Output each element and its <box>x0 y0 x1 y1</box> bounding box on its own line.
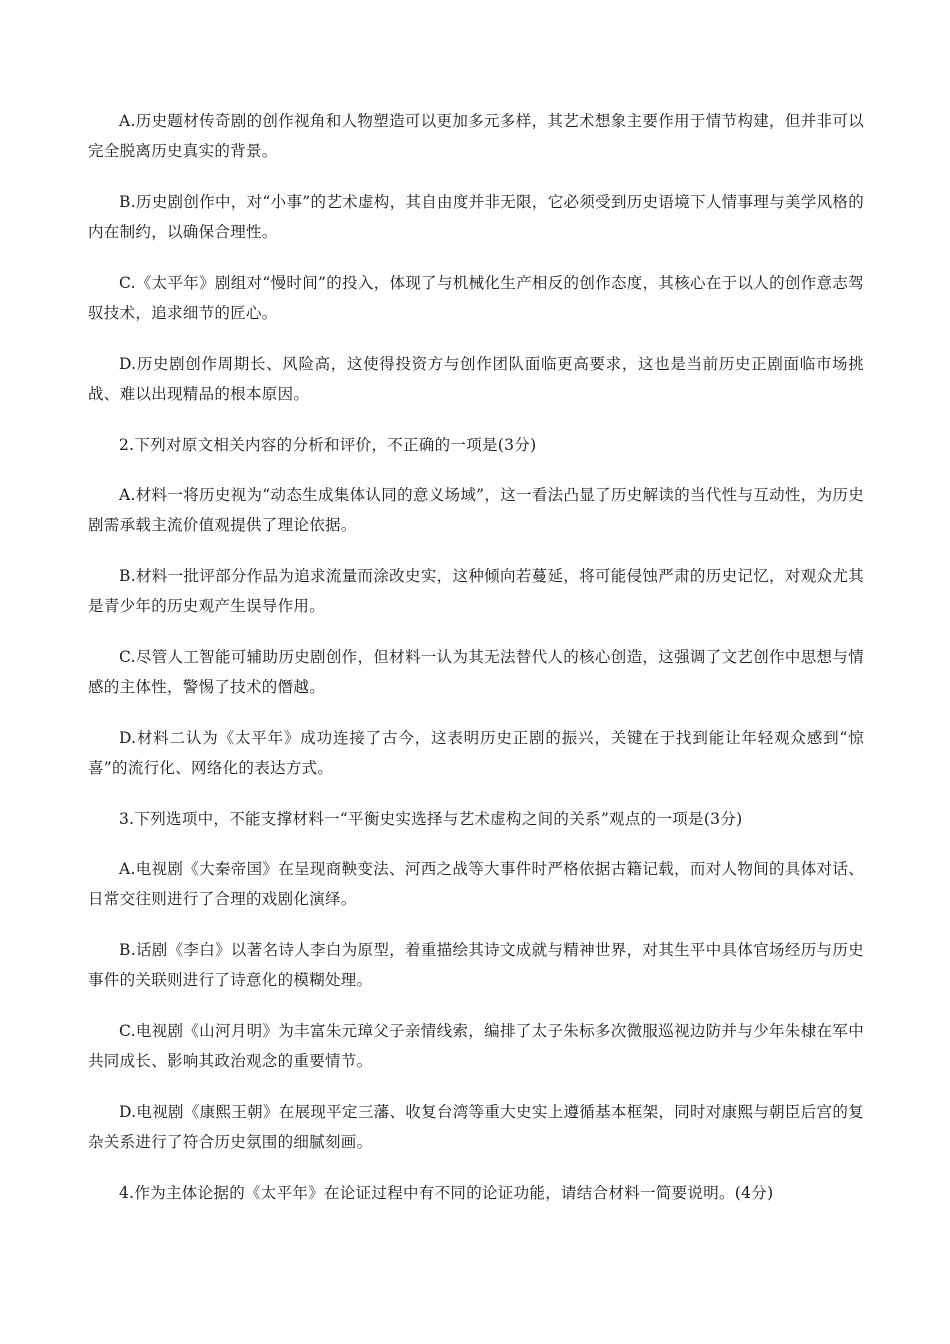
q1-option-d: D.历史剧创作周期长、风险高，这使得投资方与创作团队面临更高要求，这也是当前历史正剧面临市场挑战、难以出现精品的根本原因。 <box>88 355 864 403</box>
q1-option-b: B.历史剧创作中，对“小事”的艺术虚构，其自由度并非无限，它必须受到历史语境下人情事理与美学风格的内在制约，以确保合理性。 <box>88 193 864 241</box>
q2-stem: 2.下列对原文相关内容的分析和评价，不正确的一项是(3分) <box>119 436 537 454</box>
q1-option-a: A.历史题材传奇剧的创作视角和人物塑造可以更加多元多样，其艺术想象主要作用于情节构建，但并非可以完全脱离历史真实的背景。 <box>88 112 864 160</box>
q2-option-b: B.材料一批评部分作品为追求流量而涂改史实，这种倾向若蔓延，将可能侵蚀严肃的历史记忆，对观众尤其是青少年的历史观产生误导作用。 <box>88 567 864 615</box>
exam-content <box>88 106 864 1228</box>
q3-option-d: D.电视剧《康熙王朝》在展现平定三藩、收复台湾等重大史实上遵循基本框架，同时对康熙与朝臣后宫的复杂关系进行了符合历史氛围的细腻刻画。 <box>88 1103 864 1151</box>
q2-option-a: A.材料一将历史视为“动态生成集体认同的意义场域”，这一看法凸显了历史解读的当代性与互动性，为历史剧需承载主流价值观提供了理论依据。 <box>88 486 864 534</box>
q2-option-d: D.材料二认为《太平年》成功连接了古今，这表明历史正剧的振兴，关键在于找到能让年轻观众感到“惊喜”的流行化、网络化的表达方式。 <box>88 729 864 777</box>
q4-stem: 4.作为主体论据的《太平年》在论证过程中有不同的论证功能，请结合材料一简要说明。(4分) <box>119 1184 774 1202</box>
q3-option-c: C.电视剧《山河月明》为丰富朱元璋父子亲情线索，编排了太子朱标多次微服巡视边防并与少年朱棣在军中共同成长、影响其政治观念的重要情节。 <box>88 1022 864 1070</box>
q3-stem: 3.下列选项中，不能支撑材料一“平衡史实选择与艺术虚构之间的关系”观点的一项是(3分) <box>119 810 743 828</box>
q1-option-c: C.《太平年》剧组对“慢时间”的投入，体现了与机械化生产相反的创作态度，其核心在于以人的创作意志驾驭技术，追求细节的匠心。 <box>88 274 864 322</box>
q2-option-c: C.尽管人工智能可辅助历史剧创作，但材料一认为其无法替代人的核心创造，这强调了文艺创作中思想与情感的主体性，警惕了技术的僭越。 <box>88 648 864 696</box>
q3-option-b: B.话剧《李白》以著名诗人李白为原型，着重描绘其诗文成就与精神世界，对其生平中具体官场经历与历史事件的关联则进行了诗意化的模糊处理。 <box>88 941 864 989</box>
q3-option-a: A.电视剧《大秦帝国》在呈现商鞅变法、河西之战等大事件时严格依据古籍记载，而对人物间的具体对话、日常交往则进行了合理的戏剧化演绎。 <box>88 860 864 908</box>
